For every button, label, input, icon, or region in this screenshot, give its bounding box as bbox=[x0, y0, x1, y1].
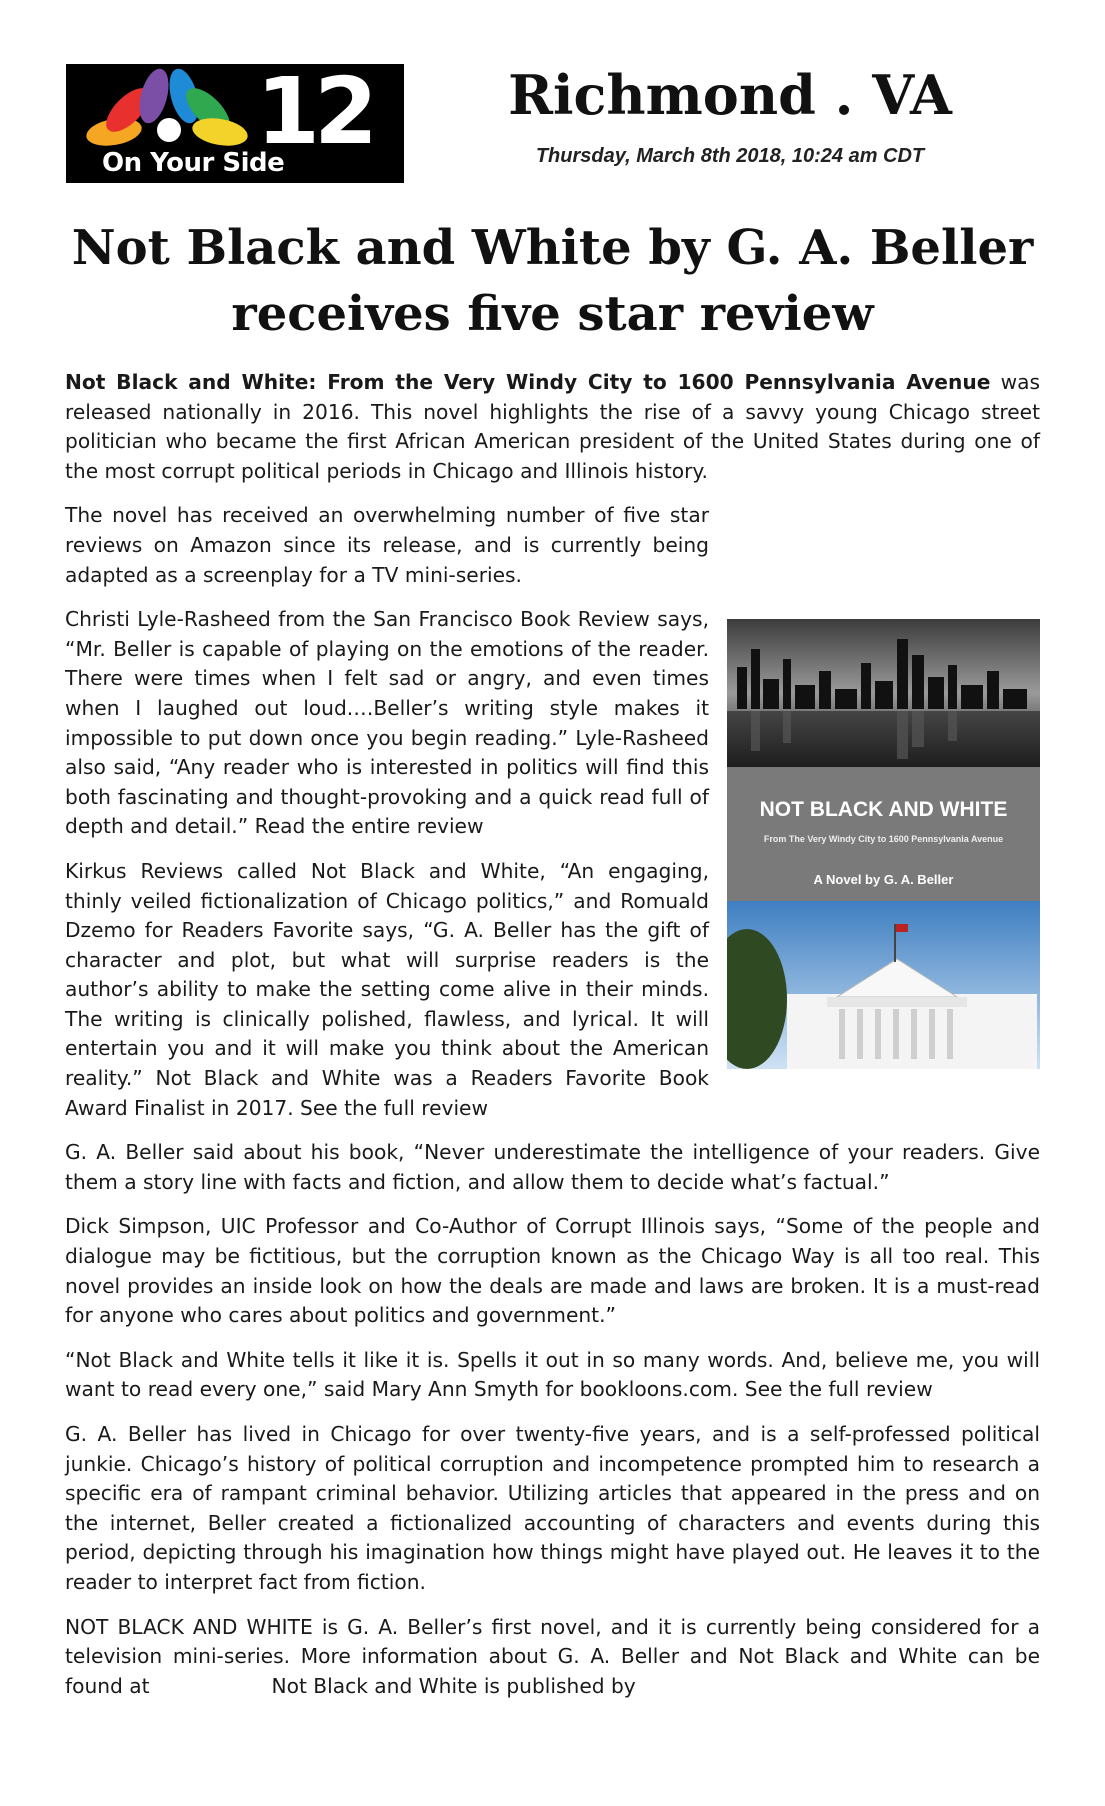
paragraph-4: Kirkus Reviews called Not Black and White, “An engaging, thinly veiled fictionalization of Chicago politics,” and Romuald Dzemo for Readers Favorite says, “G. A. Beller has the gift of character and plot, but what will surprise readers is the author’s ability to make the setting come alive in their minds. The writing is clinically polished, flawless, and lyrical. It will entertain you and it will make you think about the American reality.” Not Black and White was a Readers Favorite Book Award Finalist in 2017. See the full review bbox=[65, 858, 709, 1120]
logo-tagline: On Your Side bbox=[102, 148, 285, 178]
book-cover bbox=[727, 619, 1040, 1069]
paragraph-7: “Not Black and White tells it like it is. Spells it out in so many words. And, believe me, you will want to read every one,” said Mary Ann Smyth for bookloons.com. See the full review bbox=[65, 1347, 1040, 1402]
nbc12-logo bbox=[66, 58, 404, 183]
headline: Not Black and White by G. A. Beller receives five star review bbox=[71, 220, 1034, 342]
dateline-date: Thursday, March 8th 2018, 10:24 am CDT bbox=[535, 145, 925, 167]
paragraph-1 bbox=[65, 368, 1040, 486]
paragraph-2: The novel has received an overwhelming number of five star reviews on Amazon since its release, and is currently being adapted as a screenplay for a TV mini-series. bbox=[65, 503, 709, 587]
dateline-city: Richmond . VA bbox=[508, 63, 952, 127]
article-body bbox=[65, 368, 1047, 1716]
paragraph-5: G. A. Beller said about his book, “Never underestimate the intelligence of your readers. Give them a story line with facts and fiction, and allow them to decide what’s factual.” bbox=[65, 1140, 1040, 1194]
paragraph-8: G. A. Beller has lived in Chicago for over twenty-five years, and is a self-professed political junkie. Chicago’s history of political corruption and incompetence prompted him to research a specific era of rampant criminal behavior. Utilizing articles that appeared in the press and on the internet, Beller created a fictionalized accounting of characters and events during this period, depicting through his imagination how things might have played out. He leaves it to the reader to interpret fact from fiction. bbox=[65, 1422, 1040, 1594]
cover-title: NOT BLACK AND WHITE bbox=[759, 798, 1008, 822]
cover-author: A Novel by G. A. Beller bbox=[813, 872, 954, 888]
channel-number: 12 bbox=[256, 58, 373, 165]
paragraph-9: NOT BLACK AND WHITE is G. A. Beller’s first novel, and it is currently being considered for a television mini-series. More information about G. A. Beller and Not Black and White can be found at Not Black and White is published by bbox=[65, 1614, 1047, 1698]
paragraph-6: Dick Simpson, UIC Professor and Co-Author of Corrupt Illinois says, “Some of the people and dialogue may be fictitious, but the corruption known as the Chicago Way is all too real. This novel provides an inside look on how the deals are made and laws are broken. It is a must-read for anyone who cares about politics and government.” bbox=[65, 1214, 1040, 1328]
book-full-title: Not Black and White: From the Very Windy City to 1600 Pennsylvania Avenue bbox=[65, 370, 991, 394]
paragraph-3: Christi Lyle-Rasheed from the San Francisco Book Review says, “Mr. Beller is capable of playing on the emotions of the reader. There were times when I felt sad or angry, and even times when I laughed out loud.…Beller’s writing style makes it impossible to put down once you begin reading.” Lyle-Rasheed also said, “Any reader who is interested in politics will find this both fascinating and thought-provoking and a quick read full of depth and detail.” Read the entire review bbox=[65, 607, 709, 839]
paragraph-1-text: was released nationally in 2016. This novel highlights the rise of a savvy young Chicago street politician who became the first African American president of the United States during one of the most corrupt political periods in Chicago and Illinois history. bbox=[65, 370, 1040, 483]
cover-subtitle: From The Very Windy City to 1600 Pennsylvania Avenue bbox=[763, 834, 1004, 845]
